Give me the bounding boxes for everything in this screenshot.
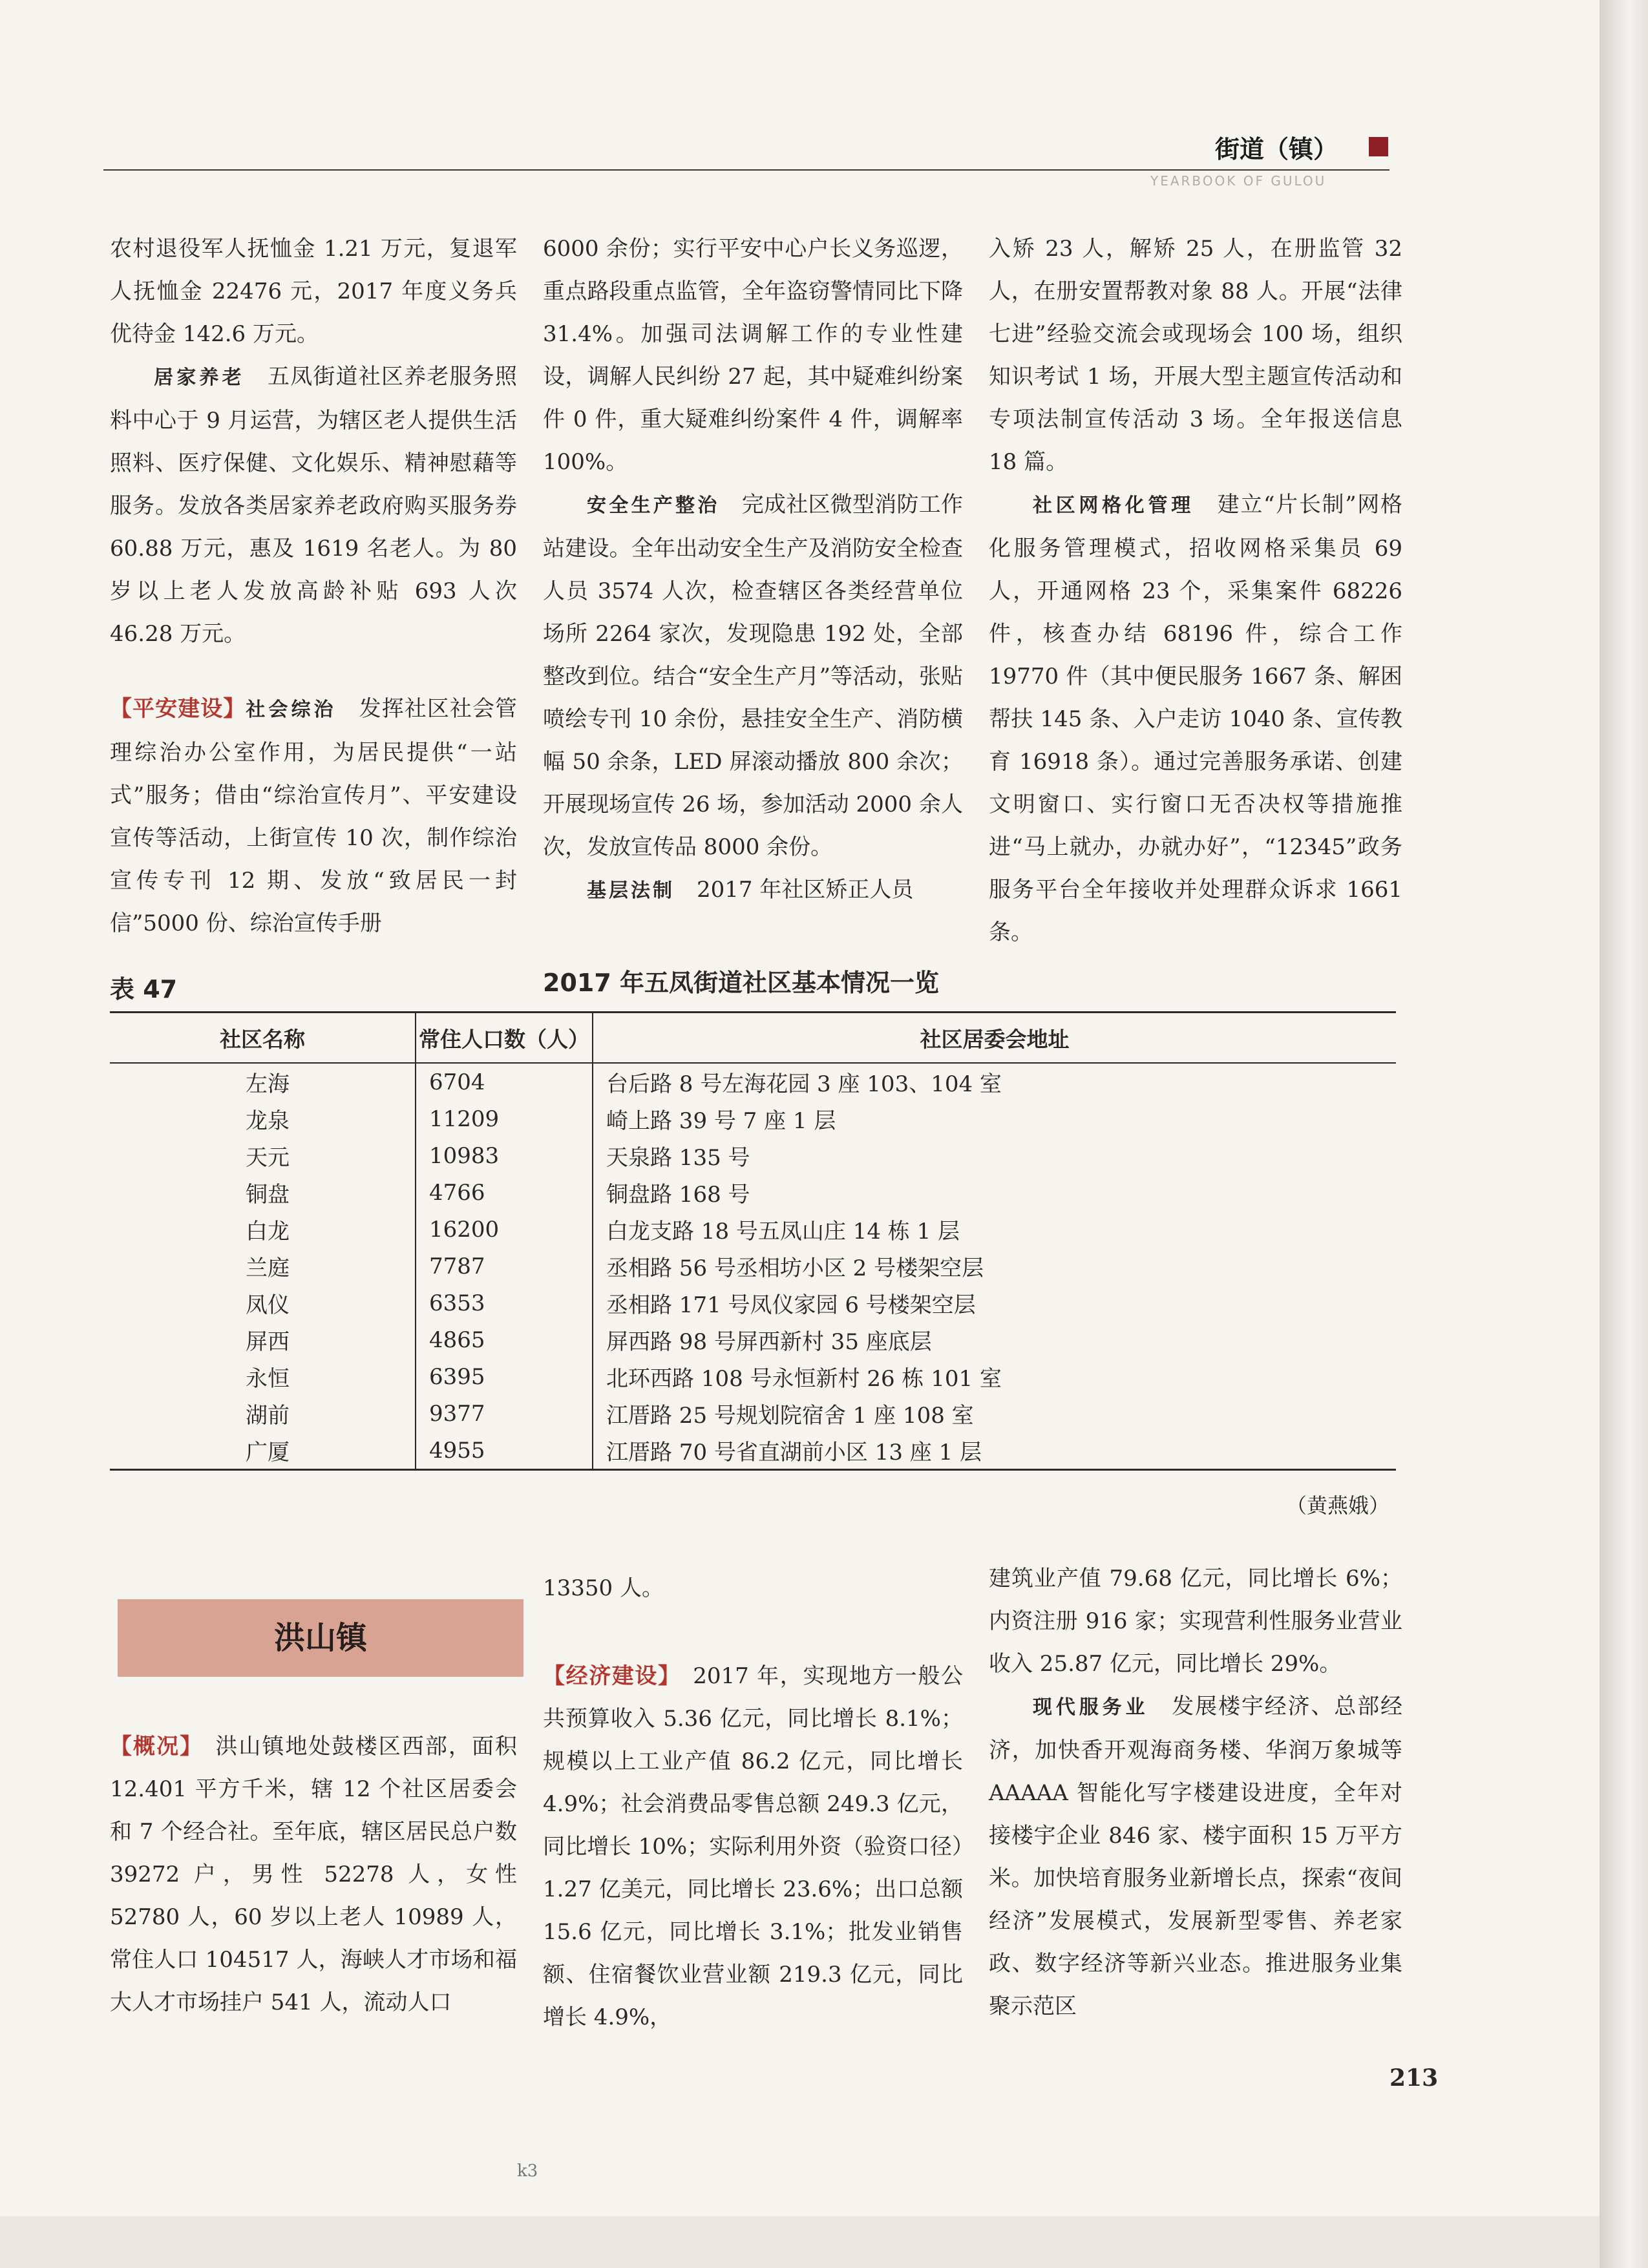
table-credit: （黄燕娥）	[1286, 1493, 1390, 1518]
table-cell: 广厦	[110, 1432, 416, 1470]
header-rule	[103, 169, 1389, 171]
table-cell: 11209	[416, 1100, 593, 1137]
column-header: 社区居委会地址	[593, 1013, 1396, 1064]
table-cell: 9377	[416, 1395, 593, 1432]
section-banner: 洪山镇	[118, 1599, 523, 1677]
section-heading: 【平安建设】	[110, 696, 246, 722]
section-heading: 【经济建设】	[543, 1663, 670, 1689]
table-row	[110, 1211, 1396, 1248]
keyword: 社会综治	[246, 698, 337, 721]
table-cell: 4955	[416, 1432, 593, 1470]
keyword: 现代服务业	[1033, 1696, 1149, 1719]
table-cell: 4766	[416, 1174, 593, 1211]
column-2	[543, 227, 963, 912]
table-row	[110, 1321, 1396, 1358]
table-cell: 天元	[110, 1137, 416, 1174]
table-cell: 江厝路 25 号规划院宿舍 1 座 108 室	[606, 1403, 974, 1429]
table-row	[110, 1100, 1396, 1137]
table-cell: 永恒	[110, 1358, 416, 1395]
bottom-column-2	[543, 1567, 963, 2039]
table-cell: 白龙支路 18 号五凤山庄 14 栋 1 层	[606, 1219, 960, 1244]
paragraph: 【概况】 洪山镇地处鼓楼区西部，面积 12.401 平方千米，辖 12 个社区居委会和 7 个经合社。至年底，辖区居民总户数 39272 户，男性 52278 人，女性 52780 人，60 岁以上老人 10989 人，常住人口 104517 人，海峡人才市场和福大人才市场挂户 541 人，流动人口	[110, 1734, 518, 2015]
table-cell: 台后路 8 号左海花园 3 座 103、104 室	[606, 1071, 1002, 1097]
keyword: 基层法制	[587, 879, 675, 902]
table-cell: 左海	[110, 1063, 416, 1100]
paragraph: 入矫 23 人，解矫 25 人，在册监管 32 人，在册安置帮教对象 88 人。开展“法律七进”经验交流会或现场会 100 场，组织知识考试 1 场，开展大型主题宣传活动和专项法制宣传活动 3 场。全年报送信息 18 篇。	[989, 236, 1402, 475]
paragraph: 居家养老 五凤街道社区养老服务照料中心于 9 月运营，为辖区老人提供生活照料、医疗保健、文化娱乐、精神慰藉等服务。发放各类居家养老政府购买服务券 60.88 万元，惠及 1619 名老人。为 80 岁以上老人发放高龄补贴 693 人次 46.28 万元。	[110, 364, 518, 647]
table-cell: 北环西路 108 号永恒新村 26 栋 101 室	[606, 1366, 1002, 1392]
table-cell: 6353	[416, 1285, 593, 1321]
column-header: 常住人口数（人）	[416, 1013, 593, 1064]
community-table	[110, 1011, 1396, 1471]
running-subtitle: YEARBOOK OF GULOU	[1150, 173, 1327, 189]
paragraph: 【经济建设】 2017 年，实现地方一般公共预算收入 5.36 亿元，同比增长 8.1%；规模以上工业产值 86.2 亿元，同比增长 4.9%；社会消费品零售总额 249.3 亿元，同比增长 10%；实际利用外资（验资口径）1.27 亿美元，同比增长 23.6%；出口总额 15.6 亿元，同比增长 3.1%；批发业销售额、住宿餐饮业营业额 219.3 亿元，同比增长 4.9%，	[543, 1663, 964, 2030]
table-cell: 10983	[416, 1137, 593, 1174]
paragraph: 现代服务业 发展楼宇经济、总部经济，加快香开观海商务楼、华润万象城等 AAAAA 智能化写字楼建设进度，全年对接楼宇企业 846 家、楼宇面积 15 万平方米。加快培育服务业新增长点，探索“夜间经济”发展模式，发展新型零售、养老家政、数字经济等新兴业态。推进服务业集聚示范区	[989, 1694, 1403, 2019]
keyword: 居家养老	[154, 366, 245, 389]
table-cell: 4865	[416, 1321, 593, 1358]
keyword: 安全生产整治	[587, 494, 720, 517]
table-row	[110, 1248, 1396, 1285]
table-row	[110, 1432, 1396, 1470]
table-cell: 6704	[416, 1063, 593, 1100]
paragraph: 6000 余份；实行平安中心户长义务巡逻，重点路段重点监管，全年盗窃警情同比下降 31.4%。加强司法调解工作的专业性建设，调解人民纠纷 27 起，其中疑难纠纷案件 0 件，重大疑难纠纷案件 4 件，调解率 100%。	[543, 236, 963, 475]
table-cell: 6395	[416, 1358, 593, 1395]
table-cell: 7787	[416, 1248, 593, 1285]
table-cell: 屏西路 98 号屏西新村 35 座底层	[606, 1329, 932, 1355]
section-heading: 【概况】	[110, 1734, 193, 1759]
table-label: 表 47	[110, 975, 178, 1003]
paragraph: 建筑业产值 79.68 亿元，同比增长 6%；内资注册 916 家；实现营利性服务业营业收入 25.87 亿元，同比增长 29%。	[989, 1566, 1402, 1677]
paragraph: 基层法制 2017 年社区矫正人员	[587, 877, 914, 903]
table-title: 2017 年五凤街道社区基本情况一览	[543, 969, 939, 997]
column-header: 社区名称	[110, 1013, 416, 1064]
paragraph: 农村退役军人抚恤金 1.21 万元，复退军人抚恤金 22476 元，2017 年度义务兵优待金 142.6 万元。	[110, 236, 517, 347]
table-cell: 江厝路 70 号省直湖前小区 13 座 1 层	[593, 1432, 1396, 1470]
bottom-column-3	[989, 1557, 1402, 2028]
table-cell: 丞相路 171 号凤仪家园 6 号楼架空层	[606, 1292, 976, 1318]
header-marker	[1369, 137, 1388, 156]
table-cell: 铜盘	[110, 1174, 416, 1211]
table-cell: 天泉路 135 号	[606, 1145, 750, 1171]
table-cell: 龙泉	[110, 1100, 416, 1137]
bottom-column-1	[110, 1725, 517, 2024]
table-cell: 白龙	[110, 1211, 416, 1248]
paragraph: 13350 人。	[543, 1575, 664, 1601]
table-cell: 铜盘路 168 号	[606, 1182, 750, 1208]
table-cell: 兰庭	[110, 1248, 416, 1285]
table-cell: 湖前	[110, 1395, 416, 1432]
table-header-row	[110, 1013, 1396, 1064]
column-3	[989, 227, 1402, 954]
table-row	[110, 1174, 1396, 1211]
page-edge	[1600, 0, 1648, 2268]
paragraph: 【平安建设】社会综治 发挥社区社会管理综治办公室作用，为居民提供“一站式”服务；借由“综治宣传月”、平安建设宣传等活动，上街宣传 10 次，制作综治宣传专刊 12 期、发放“致居民一封信”5000 份、综治宣传手册	[110, 696, 518, 936]
table-row	[110, 1285, 1396, 1321]
table-cell: 丞相路 56 号丞相坊小区 2 号楼架空层	[606, 1255, 984, 1281]
table-row	[110, 1137, 1396, 1174]
table-row	[110, 1395, 1396, 1432]
paragraph: 社区网格化管理 建立“片长制”网格化服务管理模式，招收网格采集员 69 人，开通网格 23 个，采集案件 68226 件，核查办结 68196 件，综合工作 19770 件（其中便民服务 1667 条、解困帮扶 145 条、入户走访 1040 条、宣传教育 16918 条）。通过完善服务承诺、创建文明窗口、实行窗口无否决权等措施推进“马上就办，办就办好”，“12345”政务服务平台全年接收并处理群众诉求 1661 条。	[989, 492, 1403, 945]
running-header: 街道（镇）	[1215, 135, 1338, 163]
paragraph: 安全生产整治 完成社区微型消防工作站建设。全年出动安全生产及消防安全检查人员 3574 人次，检查辖区各类经营单位场所 2264 家次，发现隐患 192 处，全部整改到位。结合“安全生产月”等活动，张贴喷绘专刊 10 余份，悬挂安全生产、消防横幅 50 余条，LED 屏滚动播放 800 余次；开展现场宣传 26 场，参加活动 2000 余人次，发放宣传品 8000 余份。	[543, 492, 963, 860]
page-number: 213	[1389, 2064, 1439, 2092]
keyword: 社区网格化管理	[1033, 494, 1194, 517]
table-cell: 凤仪	[110, 1285, 416, 1321]
table-row	[110, 1358, 1396, 1395]
table-cell: 崎上路 39 号 7 座 1 层	[606, 1108, 836, 1134]
handwritten-mark: k3	[517, 2161, 538, 2181]
table-cell: 屏西	[110, 1321, 416, 1358]
table-cell: 16200	[416, 1211, 593, 1248]
column-1	[110, 227, 517, 945]
table-row	[110, 1063, 1396, 1100]
